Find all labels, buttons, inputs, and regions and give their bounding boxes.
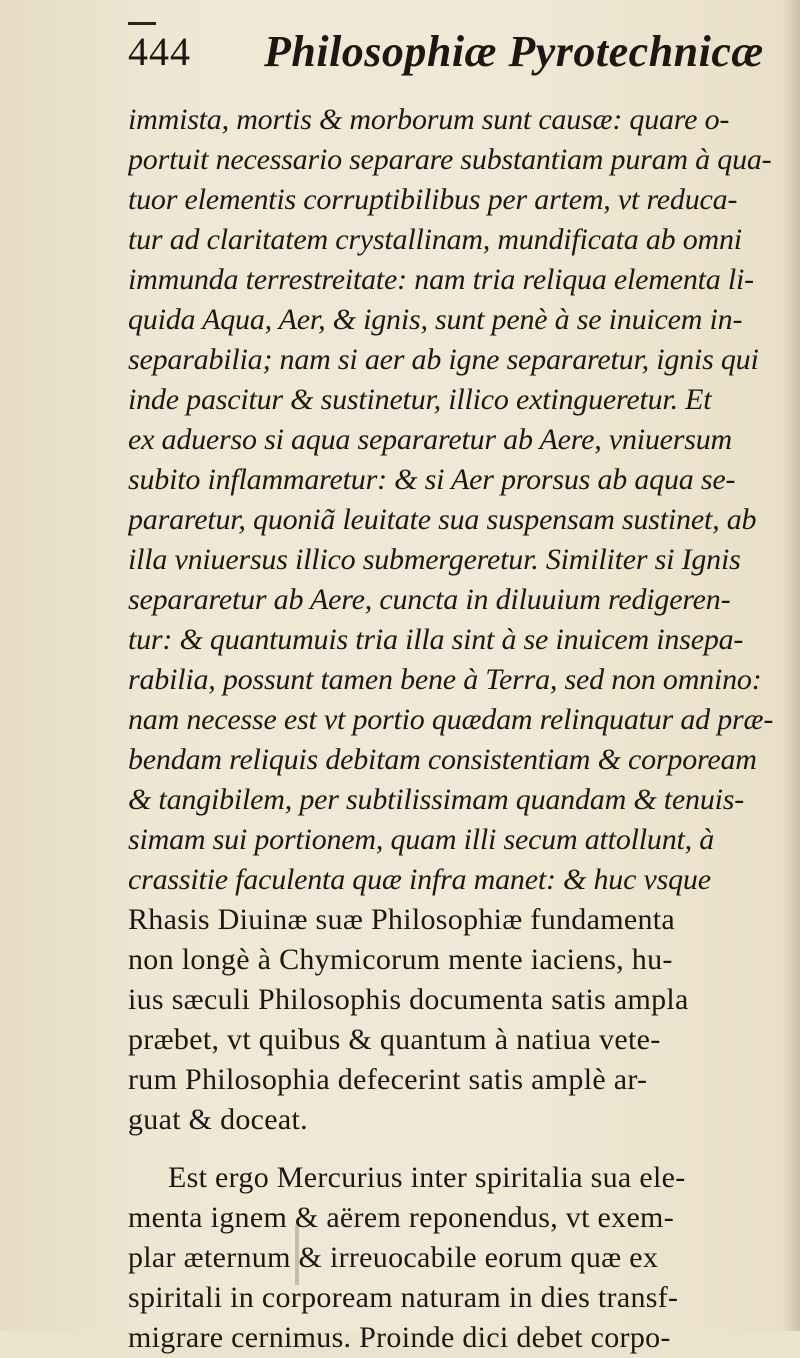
page-edge-shadow (782, 0, 800, 1331)
text-line: pararetur, quoniã leuitate sua suspensam sustinet, ab (128, 503, 757, 536)
text-line: non longè à Chymicorum mente iaciens, hu- (128, 943, 673, 976)
text-line: illa vniuersus illico submergeretur. Similiter si Ignis (128, 543, 741, 576)
text-line: immunda terrestreitate: nam tria reliqua elementa li- (128, 263, 754, 296)
text-line: bendam reliquis debitam consistentiam & corpoream (128, 743, 757, 776)
roman-paragraph-1 (128, 900, 778, 1140)
paper-stain (295, 1225, 299, 1285)
page-header (128, 18, 768, 98)
text-line: tuor elementis corruptibilibus per artem, vt reduca- (128, 183, 738, 216)
text-line: Est ergo Mercurius inter spiritalia sua ele- (168, 1161, 686, 1194)
text-line: separaretur ab Aere, cuncta in diluuium redigeren- (128, 583, 731, 616)
header-rule (128, 22, 156, 25)
text-line: inde pascitur & sustinetur, illico extingueretur. Et (128, 383, 712, 416)
text-line: Rhasis Diuinæ suæ Philosophiæ fundamenta (128, 903, 676, 936)
text-line: quida Aqua, Aer, & ignis, sunt penè à se inuicem in- (128, 303, 743, 336)
text-line: menta ignem & aërem reponendus, vt exem- (128, 1201, 674, 1234)
running-title: Philosophiæ Pyrotechnicæ (264, 27, 764, 76)
body-text (128, 100, 778, 1358)
text-line: rabilia, possunt tamen bene à Terra, sed non omnino: (128, 663, 762, 696)
italic-paragraph (128, 100, 778, 900)
text-line: ex aduerso si aqua separaretur ab Aere, vniuersum (128, 423, 733, 456)
text-line: rum Philosophia defecerint satis amplè ar- (128, 1063, 648, 1096)
text-line: ius sæculi Philosophis documenta satis ampla (128, 983, 689, 1016)
text-line: plar æternum & irreuocabile eorum quæ ex (128, 1241, 659, 1274)
text-line: tur: & quantumuis tria illa sint à se inuicem insepa- (128, 623, 744, 656)
text-line: præbet, vt quibus & quantum à natiua vete- (128, 1023, 661, 1056)
text-line: portuit necessario separare substantiam puram à qua- (128, 143, 772, 176)
text-line: & tangibilem, per subtilissimam quandam & tenuis- (128, 783, 745, 816)
page-number: 444 (128, 29, 191, 74)
text-line: guat & doceat. (128, 1103, 308, 1136)
text-line: separabilia; nam si aer ab igne separaretur, ignis qui (128, 343, 759, 376)
text-line: crassitie faculenta quæ infra manet: & huc vsque (128, 863, 711, 896)
text-line: simam sui portionem, quam illi secum attollunt, à (128, 823, 715, 856)
text-line: tur ad claritatem crystallinam, mundificata ab omni (128, 223, 742, 256)
text-line: immista, mortis & morborum sunt causæ: quare o- (128, 103, 730, 136)
text-line: nam necesse est vt portio quædam relinquatur ad præ- (128, 703, 774, 736)
text-line: subito inflammaretur: & si Aer prorsus ab aqua se- (128, 463, 736, 496)
text-line: spiritali in corpoream naturam in dies transf- (128, 1281, 679, 1314)
paragraph-gap (128, 1140, 778, 1158)
roman-paragraph-2 (128, 1158, 778, 1358)
text-line: migrare cernimus. Proinde dici debet corpo- (128, 1321, 671, 1354)
